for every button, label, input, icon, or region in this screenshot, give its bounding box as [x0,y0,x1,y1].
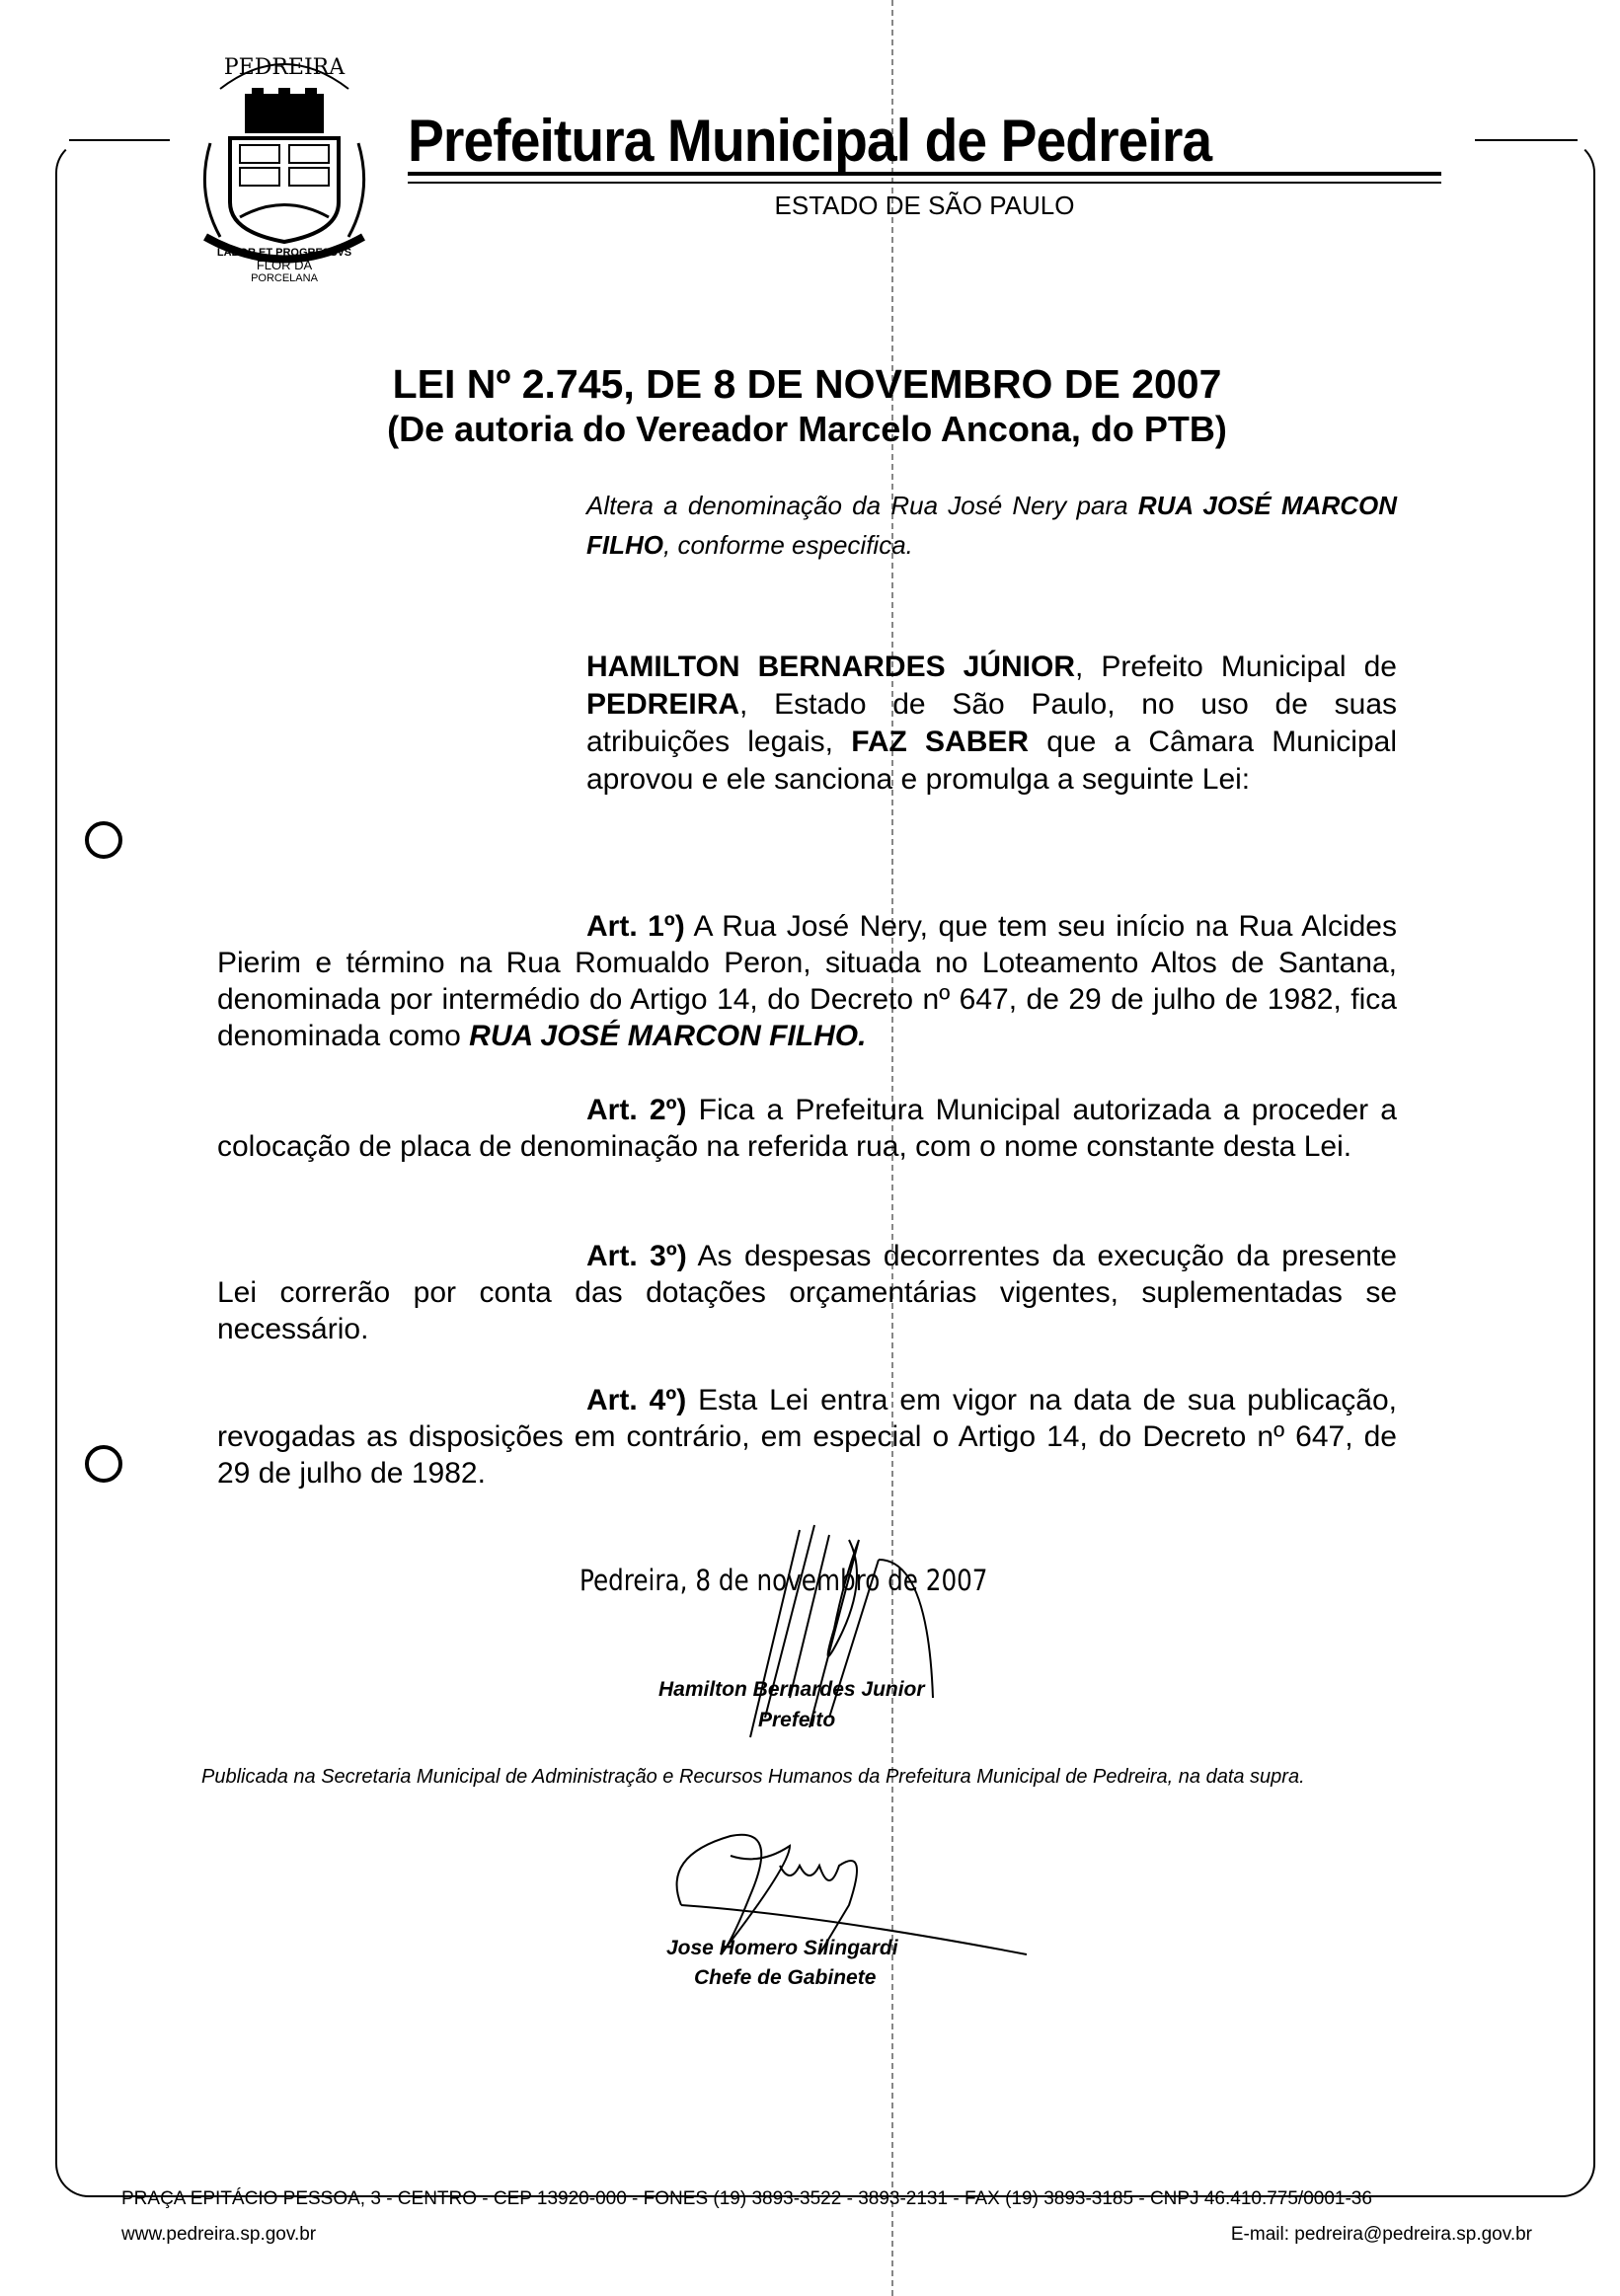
signer-2-name: Jose Homero Silingardi [666,1937,898,1959]
article-label: Art. 1º) [586,910,685,943]
coat-of-arms-logo [191,44,378,281]
institution-title: Prefeitura Municipal de Pedreira [408,108,1212,174]
article-4 [217,1382,1397,1492]
article-text: Esta Lei entra em vigor na data de sua publicação, revogadas as disposições em contrário, em especial o Artigo 14, do Decreto nº 647, de 29 de julho de 1982. [217,1384,1397,1490]
enactment-clause [586,649,1397,799]
signer-1-role: Prefeito [758,1709,836,1731]
article-1 [217,908,1397,1054]
article-text: As despesas decorrentes da execução da presente Lei correrão por conta das dotações orçamentárias vigentes, suplementadas se necessário. [217,1240,1397,1345]
article-text: Fica a Prefeitura Municipal autorizada a proceder a colocação de placa de denominação na referida rua, com o nome constante desta Lei. [217,1094,1397,1163]
state-subtitle: ESTADO DE SÃO PAULO [774,191,1075,220]
signer-2-role: Chefe de Gabinete [694,1966,877,1989]
border-line [69,139,170,141]
footer-website[interactable]: www.pedreira.sp.gov.br [121,2224,317,2245]
svg-text:FLOR DA: FLOR DA [256,258,313,272]
border-line [1475,139,1578,141]
svg-text:PEDREIRA: PEDREIRA [223,55,346,80]
footer-email[interactable]: E-mail: pedreira@pedreira.sp.gov.br [1230,2224,1532,2245]
publication-note: Publicada na Secretaria Municipal de Administração e Recursos Humanos da Prefeitura Municipal de Pedreira, na data supra. [201,1766,1305,1788]
summary-street-name: RUA JOSÉ MARCON FILHO [586,491,1397,560]
clause-text: , Estado de São Paulo, no uso de suas atribuições legais, [586,688,1397,758]
article-label: Art. 2º) [586,1094,687,1126]
punch-hole-mark [85,1445,122,1483]
clause-text: , Prefeito Municipal de [1075,651,1397,683]
svg-text:LABOR ET PROGRESSVS: LABOR ET PROGRESSVS [216,247,352,259]
new-street-name: RUA JOSÉ MARCON FILHO. [469,1020,867,1052]
article-text: A Rua José Nery, que tem seu início na Rua Alcides Pierim e término na Rua Romualdo Peron, situada no Loteamento Altos de Santana, denominada por intermédio do Artigo 14, do Decreto nº 647, de 29 de julho de 1982, fica denominada como [217,910,1397,1052]
article-3 [217,1238,1397,1347]
signing-date: Pedreira, 8 de novembro de 2007 [579,1564,988,1597]
clause-text: que a Câmara Municipal aprovou e ele sanciona e promulga a seguinte Lei: [586,726,1397,796]
article-label: Art. 3º) [586,1240,687,1272]
faz-saber: FAZ SABER [851,726,1030,758]
law-heading: LEI Nº 2.745, DE 8 DE NOVEMBRO DE 2007 [392,361,1222,407]
title-rule [408,182,1441,184]
law-summary [586,486,1397,565]
punch-hole-mark [85,821,122,859]
summary-text: Altera a denominação da Rua José Nery para [586,491,1138,520]
law-authorship: (De autoria do Vereador Marcelo Ancona, do PTB) [387,409,1227,449]
title-rule [408,172,1441,176]
signer-1-name: Hamilton Bernardes Junior [658,1678,925,1701]
footer-address: PRAÇA EPITÁCIO PESSOA, 3 - CENTRO - CEP 13920-000 - FONES (19) 3893-3522 - 3893-2131 - FAX (19) 3893-3185 - CNPJ 46.410.775/0001-36 [121,2188,1372,2209]
article-2 [217,1092,1397,1165]
article-label: Art. 4º) [586,1384,687,1416]
city-name: PEDREIRA [586,688,740,721]
summary-text: , conforme especifica. [663,530,913,560]
mayor-name: HAMILTON BERNARDES JÚNIOR [586,651,1076,683]
svg-text:PORCELANA: PORCELANA [251,272,318,281]
